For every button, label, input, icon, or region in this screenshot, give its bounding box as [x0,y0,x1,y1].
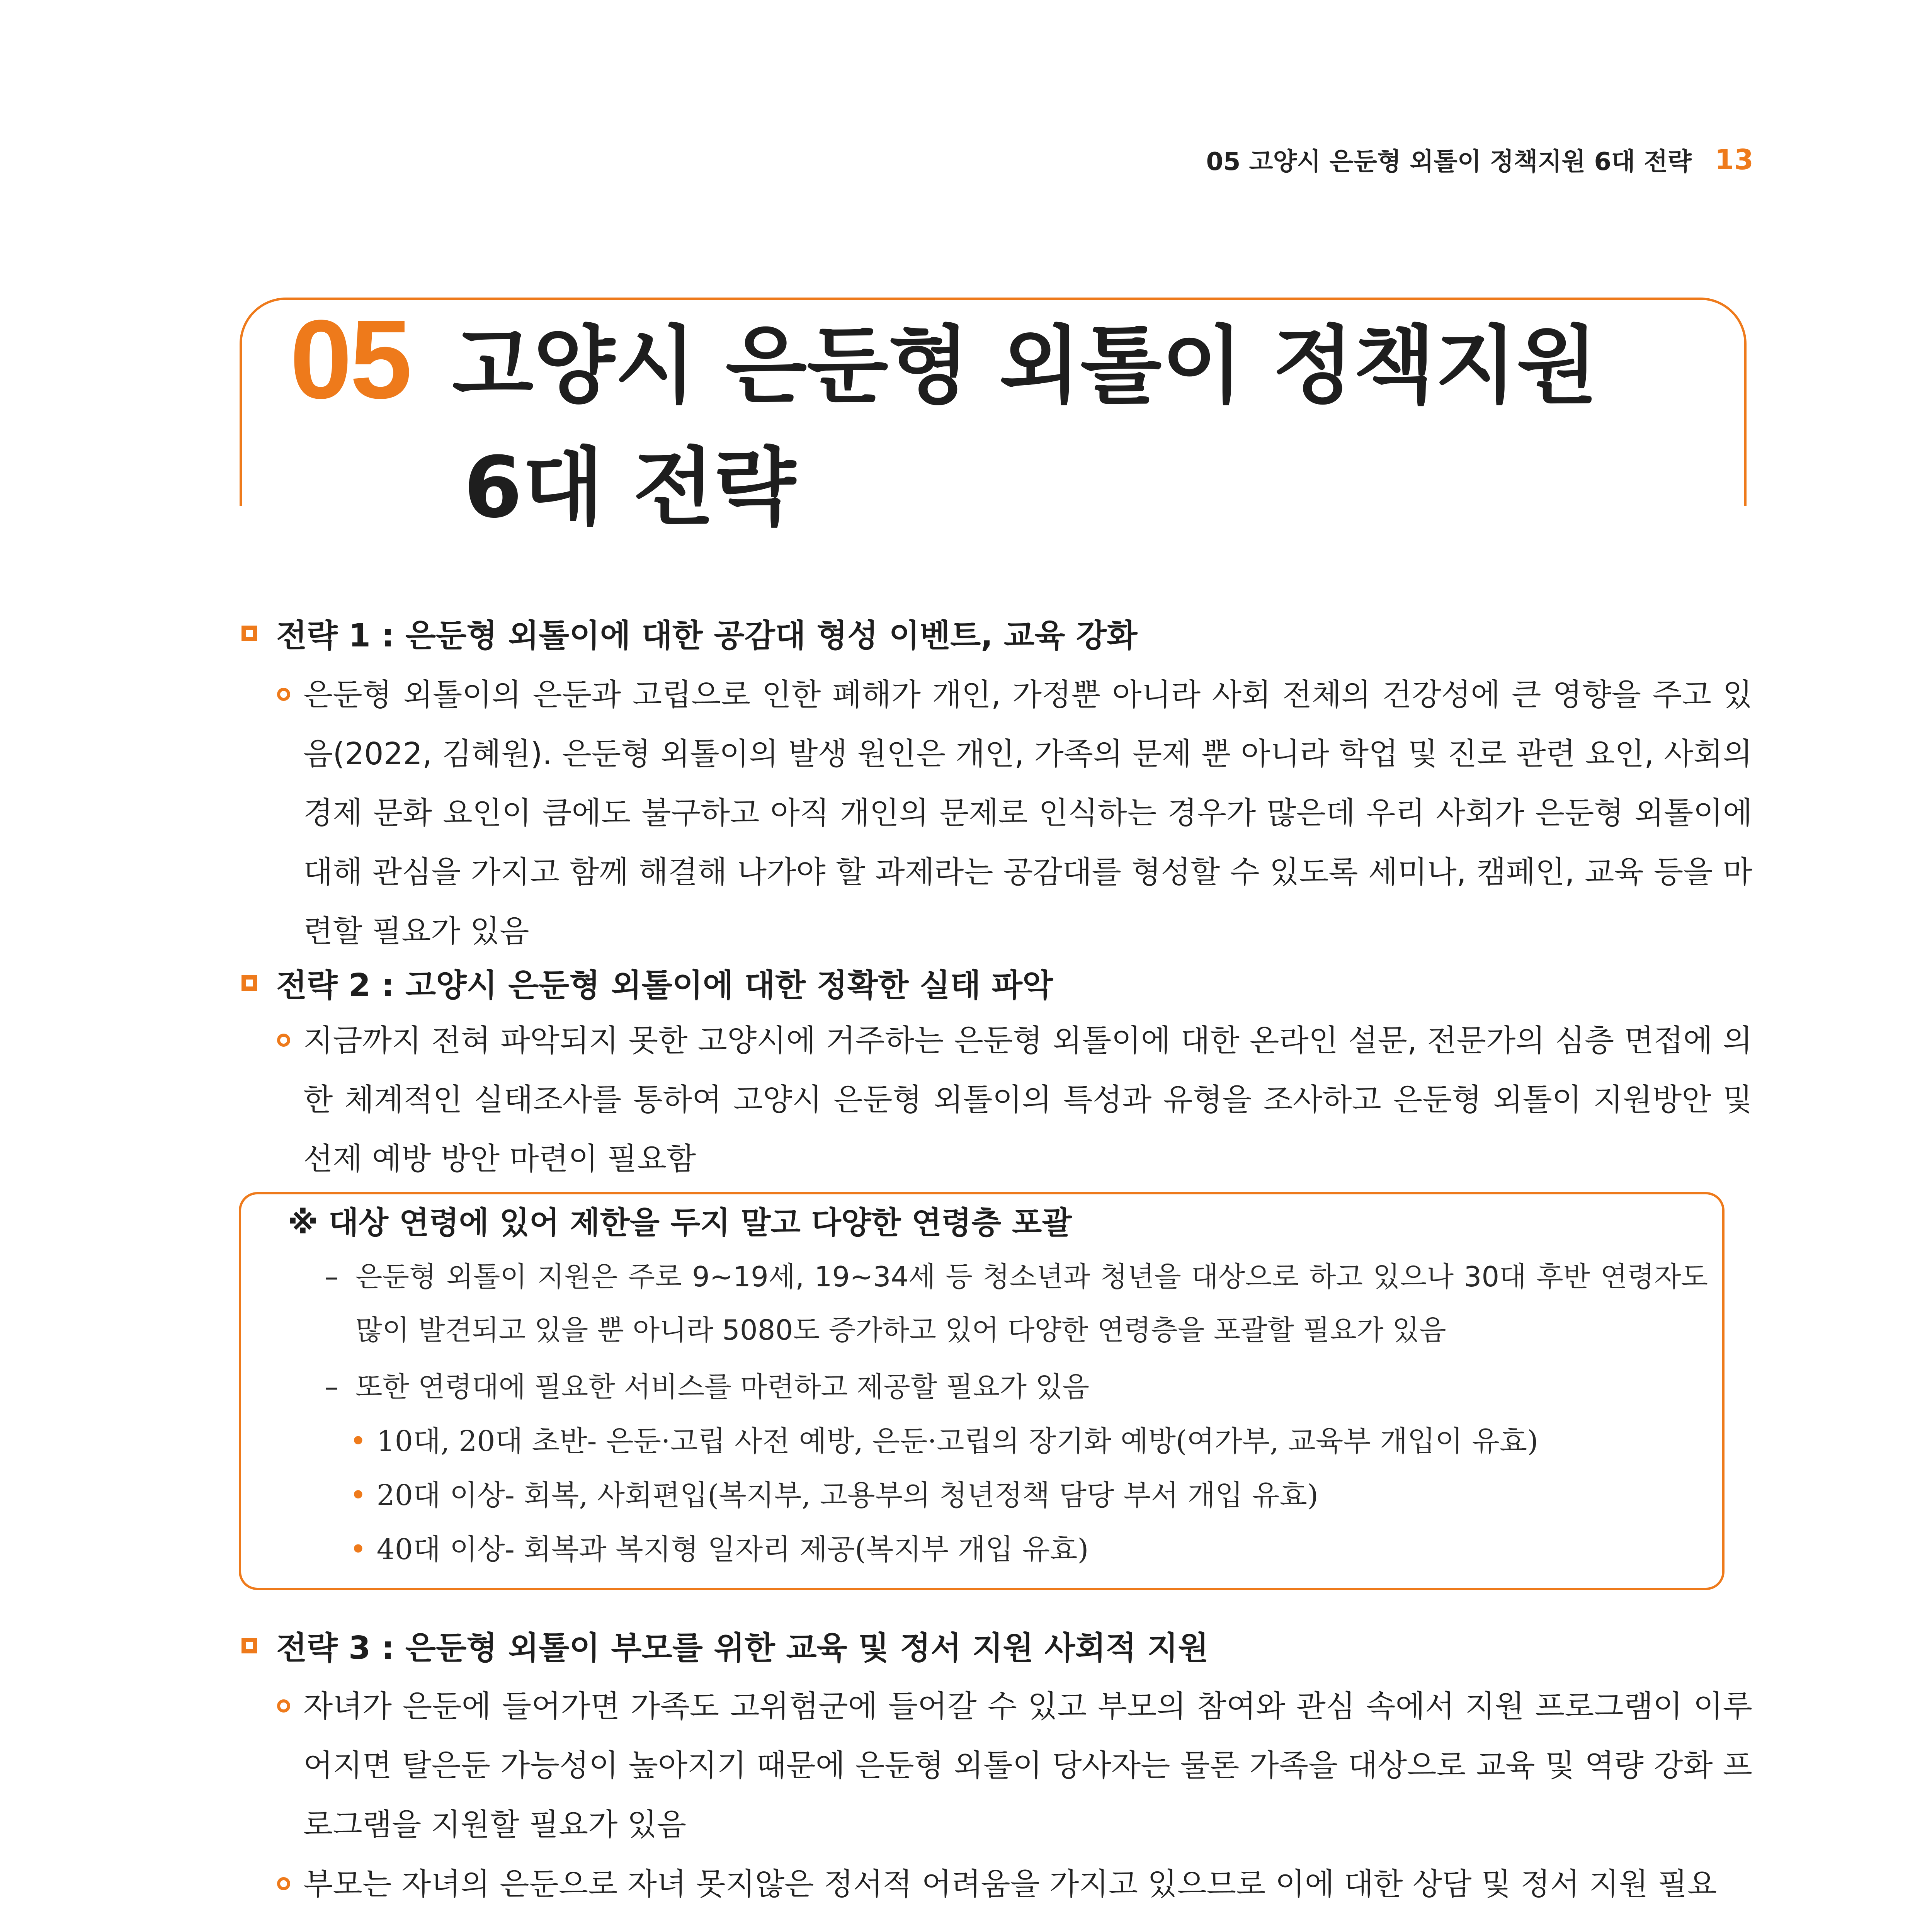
section-heading-3 [242,1623,1209,1668]
dot-bullet-icon: • [350,1425,367,1458]
dot-bullet-icon: • [350,1533,367,1566]
chapter-title [452,305,1689,549]
bullet-item: 부모는 자녀의 은둔으로 자녀 못지않은 정서적 어려움을 가지고 있으므로 이에 대한 상담 및 정서 지원 필요 [272,1855,1752,1914]
bullet-item: 자녀가 은둔에 들어가면 가족도 고위험군에 들어갈 수 있고 부모의 참여와 관심 속에서 지원 프로그램이 이루어지면 탈은둔 가능성이 높아지기 때문에 은둔형 외톨이 당사자는 물론 가족을 대상으로 교육 및 역량 강화 프로그램을 지원할 필요가 있음 [272,1677,1752,1854]
dot-bullet-icon: • [350,1479,367,1512]
section-heading-text: 전략 1 : 은둔형 외톨이에 대한 공감대 형성 이벤트, 교육 강화 [276,617,1138,654]
running-header [1206,142,1753,177]
bullet-item: 은둔형 외톨이의 은둔과 고립으로 인한 폐해가 개인, 가정뿐 아니라 사회 전체의 건강성에 큰 영향을 주고 있음(2022, 김혜원). 은둔형 외톨이의 발생 원인은 개인, 가족의 문제 뿐 아니라 학업 및 진로 관련 요인, 사회의 경제 문화 요인이 큼에도 불구하고 아직 개인의 문제로 인식하는 경우가 많은데 우리 사회가 은둔형 외톨이에 대해 관심을 가지고 함께 해결해 나가야 할 과제라는 공감대를 형성할 수 있도록 세미나, 캠페인, 교육 등을 마련할 필요가 있음 [272,665,1752,961]
bullet-item: 지금까지 전혀 파악되지 못한 고양시에 거주하는 은둔형 외톨이에 대한 온라인 설문, 전문가의 심층 면접에 의한 체계적인 실태조사를 통하여 고양시 은둔형 외톨이의 특성과 유형을 조사하고 은둔형 외톨이 지원방안 및 선제 예방 방안 마련이 필요함 [272,1011,1752,1189]
running-title: 05 고양시 은둔형 외톨이 정책지원 6대 전략 [1206,148,1692,176]
dash-bullet-icon: – [325,1371,338,1403]
chapter-title-line2: 6대 전략 [464,439,796,537]
square-bullet-icon [242,1638,257,1653]
square-bullet-icon [242,626,257,641]
note-title: ※ 대상 연령에 있어 제한을 두지 말고 다양한 연령층 포괄 [288,1205,1072,1241]
chapter-title-line1: 고양시 은둔형 외톨이 정책지원 [452,317,1598,415]
section-heading-1 [242,611,1137,656]
page-number: 13 [1714,143,1753,176]
dash-bullet-icon: – [325,1260,338,1293]
section-heading-text: 전략 3 : 은둔형 외톨이 부모를 위한 교육 및 정서 지원 사회적 지원 [276,1630,1209,1667]
chapter-number: 05 [290,297,410,422]
circle-bullet-icon [277,1699,290,1713]
square-bullet-icon [242,975,257,991]
circle-bullet-icon [277,1034,290,1047]
section-heading-2 [242,960,1053,1005]
note-dash-item: – 또한 연령대에 필요한 서비스를 마련하고 제공할 필요가 있음 [325,1360,1708,1413]
circle-bullet-icon [277,1877,290,1890]
note-dot-item: • 20대 이상- 회복, 사회편입(복지부, 고용부의 청년정책 담당 부서 개입 유효) [350,1479,1318,1512]
note-dot-item: • 40대 이상- 회복과 복지형 일자리 제공(복지부 개입 유효) [350,1533,1089,1566]
section-heading-text: 전략 2 : 고양시 은둔형 외톨이에 대한 정확한 실태 파악 [276,967,1053,1004]
note-dash-item: – 은둔형 외톨이 지원은 주로 9~19세, 19~34세 등 청소년과 청년을 대상으로 하고 있으나 30대 후반 연령자도 많이 발견되고 있을 뿐 아니라 5080도 증가하고 있어 다양한 연령층을 포괄할 필요가 있음 [325,1250,1708,1357]
note-dot-item: • 10대, 20대 초반- 은둔·고립 사전 예방, 은둔·고립의 장기화 예방(여가부, 교육부 개입이 유효) [350,1425,1539,1458]
circle-bullet-icon [277,688,290,701]
